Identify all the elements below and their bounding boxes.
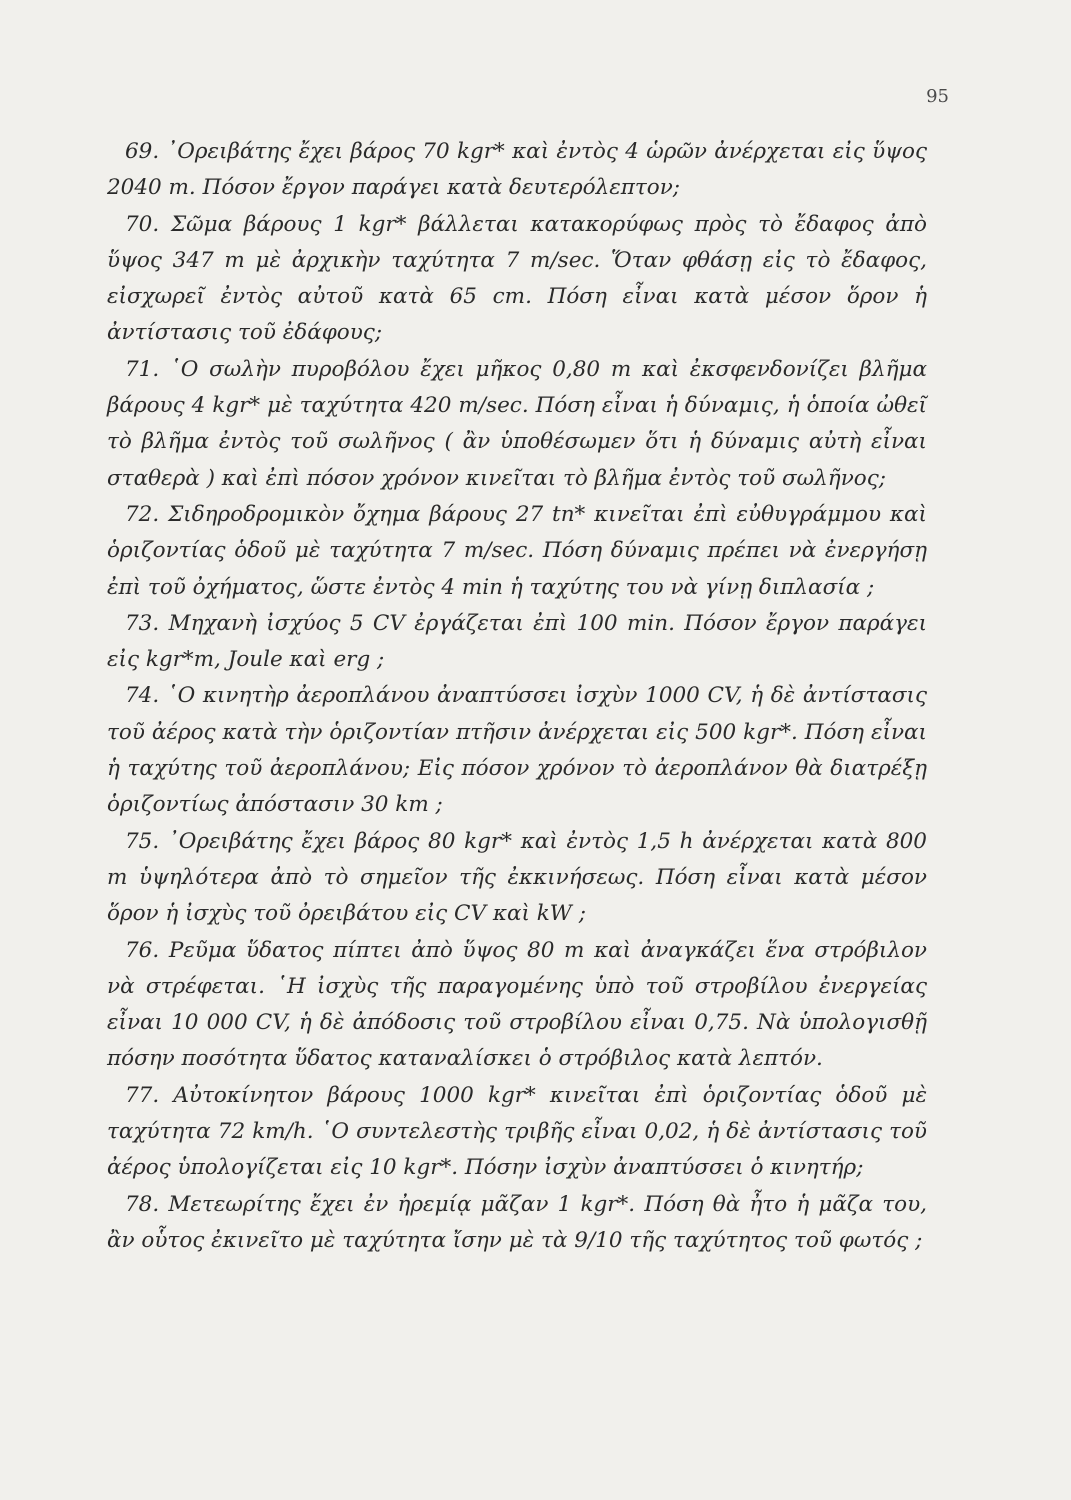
problem-76: [107, 933, 927, 1078]
problem-list: [107, 134, 927, 1259]
problem-text: ῾Ο σωλὴν πυροβόλου ἔχει μῆκος 0,80 m καὶ ἐκσφενδονίζει βλῆμα βάρους 4 kgr* μὲ ταχύτητα 420 m/sec. Πόση εἶναι ἡ δύναμις, ἡ ὁποία ὠθεῖ τὸ βλῆμα ἐντὸς τοῦ σωλῆνος ( ἂν ὑποθέσωμεν ὅτι ἡ δύναμις αὐτὴ εἶναι σταθερὰ ) καὶ ἐπὶ πόσον χρόνον κινεῖται τὸ βλῆμα ἐντὸς τοῦ σωλῆνος;: [107, 356, 927, 491]
problem-text: Αὐτοκίνητον βάρους 1000 kgr* κινεῖται ἐπὶ ὁριζοντίας ὁδοῦ μὲ ταχύτητα 72 km/h. ῾Ο συντελεστὴς τριβῆς εἶναι 0,02, ἡ δὲ ἀντίστασις τοῦ ἀέρος ὑπολογίζεται εἰς 10 kgr*. Πόσην ἰσχὺν ἀναπτύσσει ὁ κινητήρ;: [107, 1082, 927, 1181]
problem-number: 73.: [125, 610, 160, 636]
problem-number: 75.: [125, 828, 160, 854]
problem-78: [107, 1187, 927, 1260]
problem-text: Σῶμα βάρους 1 kgr* βάλλεται κατακορύφως πρὸς τὸ ἔδαφος ἀπὸ ὕψος 347 m μὲ ἀρχικὴν ταχύτητα 7 m/sec. Ὅταν φθάσῃ εἰς τὸ ἔδαφος, εἰσχωρεῖ ἐντὸς αὐτοῦ κατὰ 65 cm. Πόση εἶναι κατὰ μέσον ὅρον ἡ ἀντίστασις τοῦ ἐδάφους;: [107, 211, 928, 346]
problem-number: 76.: [125, 937, 160, 963]
problem-70: [107, 207, 927, 352]
problem-73: [107, 606, 927, 679]
problem-number: 74.: [125, 683, 160, 709]
problem-number: 71.: [125, 356, 160, 382]
problem-text: ᾿Ορειβάτης ἔχει βάρος 80 kgr* καὶ ἐντὸς 1,5 h ἀνέρχεται κατὰ 800 m ὑψηλότερα ἀπὸ τὸ σημεῖον τῆς ἐκκινήσεως. Πόση εἶναι κατὰ μέσον ὅρον ἡ ἰσχὺς τοῦ ὀρειβάτου εἰς CV καὶ kW ;: [107, 828, 927, 927]
problem-number: 70.: [125, 211, 160, 237]
problem-text: Σιδηροδρομικὸν ὄχημα βάρους 27 tn* κινεῖται ἐπὶ εὐθυγράμμου καὶ ὁριζοντίας ὁδοῦ μὲ ταχύτητα 7 m/sec. Πόση δύναμις πρέπει νὰ ἐνεργήσῃ ἐπὶ τοῦ ὀχήματος, ὥστε ἐντὸς 4 min ἡ ταχύτης του νὰ γίνῃ διπλασία ;: [107, 501, 927, 600]
problem-number: 72.: [125, 501, 160, 527]
problem-77: [107, 1078, 927, 1187]
problem-text: Μετεωρίτης ἔχει ἐν ἠρεμίᾳ μᾶζαν 1 kgr*. Πόση θὰ ἦτο ἡ μᾶζα του, ἂν οὗτος ἐκινεῖτο μὲ ταχύτητα ἴσην μὲ τὰ 9/10 τῆς ταχύτητος τοῦ φωτός ;: [107, 1191, 927, 1253]
problem-75: [107, 824, 927, 933]
problem-74: [107, 678, 927, 823]
problem-text: ᾿Ορειβάτης ἔχει βάρος 70 kgr* καὶ ἐντὸς 4 ὡρῶν ἀνέρχεται εἰς ὕψος 2040 m. Πόσον ἔργον παράγει κατὰ δευτερόλεπτον;: [107, 139, 927, 201]
problem-69: [107, 134, 927, 207]
problem-number: 77.: [125, 1082, 160, 1108]
problem-71: [107, 352, 927, 497]
problem-text: Ρεῦμα ὕδατος πίπτει ἀπὸ ὕψος 80 m καὶ ἀναγκάζει ἕνα στρόβιλον νὰ στρέφεται. ῾Η ἰσχὺς τῆς παραγομένης ὑπὸ τοῦ στροβίλου ἐνεργείας εἶναι 10 000 CV, ἡ δὲ ἀπόδοσις τοῦ στροβίλου εἶναι 0,75. Νὰ ὑπολογισθῇ πόσην ποσότητα ὕδατος καταναλίσκει ὁ στρόβιλος κατὰ λεπτόν.: [107, 937, 927, 1072]
problem-text: Μηχανὴ ἰσχύος 5 CV ἐργάζεται ἐπὶ 100 min. Πόσον ἔργον παράγει εἰς kgr*m, Joule καὶ erg ;: [107, 610, 927, 673]
problem-number: 69.: [125, 139, 160, 164]
page-number: 95: [926, 86, 949, 107]
problem-text: ῾Ο κινητὴρ ἀεροπλάνου ἀναπτύσσει ἰσχὺν 1000 CV, ἡ δὲ ἀντίστασις τοῦ ἀέρος κατὰ τὴν ὁριζοντίαν πτῆσιν ἀνέρχεται εἰς 500 kgr*. Πόση εἶναι ἡ ταχύτης τοῦ ἀεροπλάνου; Εἰς πόσον χρόνον τὸ ἀεροπλάνον θὰ διατρέξῃ ὁριζοντίως ἀπόστασιν 30 km ;: [107, 683, 928, 818]
problem-72: [107, 497, 927, 606]
problem-number: 78.: [125, 1191, 160, 1217]
